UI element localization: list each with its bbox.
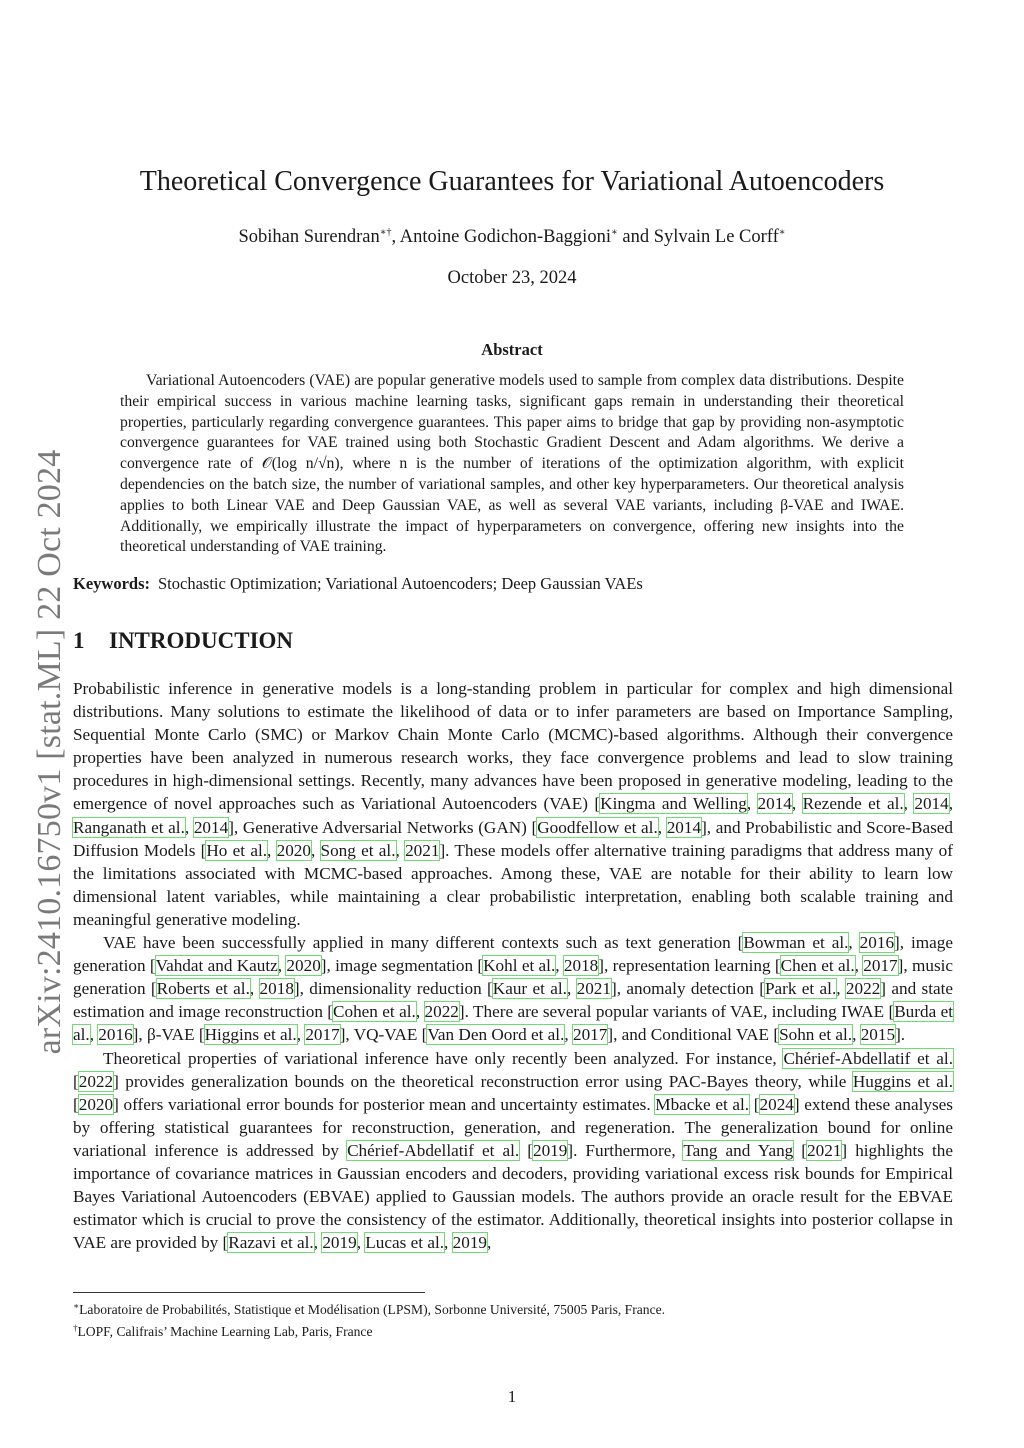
text: , (184, 817, 194, 837)
citation-link[interactable]: 2016 (859, 933, 895, 953)
author-name: Sobihan Surendran (238, 227, 380, 247)
text: ]. Furthermore, (567, 1140, 684, 1160)
citation-link[interactable]: Sohn et al. (779, 1025, 853, 1045)
citation-link[interactable]: 2017 (572, 1025, 608, 1045)
text: , (948, 794, 954, 814)
text: , (277, 956, 287, 976)
text: , (852, 1025, 861, 1045)
publication-date: October 23, 2024 (447, 268, 577, 288)
citation-link[interactable]: 2019 (452, 1233, 487, 1253)
text: ]. There are several popular variants of VAE, including IWAE [ (458, 1002, 895, 1022)
footnote-mark: † (73, 1323, 78, 1333)
text: ], representation learning [ (598, 956, 781, 976)
citation-link[interactable]: Chen et al. (780, 956, 855, 976)
text: [ (73, 1071, 79, 1091)
citation-link[interactable]: Ho et al. (206, 840, 268, 860)
citation-link[interactable]: Song et al. (320, 840, 396, 860)
arxiv-id[interactable]: arXiv:2410.16750v1 [stat.ML] 22 Oct 2024 (31, 449, 68, 1055)
citation-link[interactable]: Chérief-Abdellatif et al. (347, 1140, 520, 1160)
citation-link[interactable]: 2019 (322, 1233, 357, 1253)
text: , (313, 1233, 323, 1253)
text: ] extend these analyses by offering statistical guarantees for reconstruction, generation, and regeneration. The generalization bound for online variational inference is addressed by (73, 1094, 953, 1160)
text: , (848, 933, 860, 953)
keywords-label: Keywords: (73, 574, 150, 593)
text: ], and Probabilistic and Score-Based Diffusion Models [ (73, 817, 954, 860)
abstract-text (120, 371, 904, 558)
text: , (566, 979, 577, 999)
citation-link[interactable]: 2014 (666, 817, 702, 837)
text: [ (749, 1094, 760, 1114)
citation-link[interactable]: 2022 (845, 979, 881, 999)
text: , (746, 794, 758, 814)
citation-link[interactable]: 2021 (807, 1140, 842, 1160)
text: , (564, 1025, 573, 1045)
introduction-body (73, 677, 953, 1254)
citation-link[interactable]: Roberts et al. (156, 979, 250, 999)
section-heading (73, 628, 293, 654)
paragraph (73, 677, 953, 931)
text: , (89, 1025, 99, 1045)
text: ], music generation [ (73, 956, 954, 999)
text: , (903, 794, 915, 814)
citation-link[interactable]: 2014 (757, 794, 792, 814)
abstract-paragraph: Variational Autoencoders (VAE) are popular generative models used to sample from complex data distributions. Despite their empirical success in various machine learning tasks, significant gaps remain in understanding their theoretical properties, particularly regarding convergence guarantees. This paper aims to bridge that gap by providing non-asymptotic convergence guarantees for VAE trained using both Stochastic Gradient Descent and Adam algorithms. We derive a convergence rate of 𝒪(log n/√n), where n is the number of iterations of the optimization algorithm, with explicit dependencies on the batch size, the number of variational samples, and other key hyperparameters. Our theoretical analysis applies to both Linear VAE and Deep Gaussian VAE, as well as several VAE variants, including β-VAE and IWAE. Additionally, we empirically illustrate the impact of hyperparameters on convergence, offering new insights into the theoretical understanding of VAE training. (120, 372, 904, 556)
citation-link[interactable]: 2017 (863, 956, 898, 976)
author-name: Sylvain Le Corff (653, 227, 779, 247)
paragraph (73, 931, 953, 1046)
text: Probabilistic inference in generative models is a long-standing problem in particular for complex and high dimensional distributions. Many solutions to estimate the likelihood of data or to infer parameters are based on Importance Sampling, Sequential Monte Carlo (SMC) or Markov Chain Monte Carlo (MCMC)-based algorithms. Although their convergence properties have been analyzed in numerous research works, they face convergence problems and lead to slow training procedures in high-dimensional settings. Recently, many advances have been proposed in generative modeling, leading to the emergence of novel approaches such as Variational Autoencoders (VAE) [ (73, 679, 953, 814)
footnote-text: LOPF, Califrais’ Machine Learning Lab, Paris, France (77, 1324, 373, 1339)
text: VAE have been successfully applied in many different contexts such as text generation [ (103, 933, 744, 953)
text: ], anomaly detection [ (610, 979, 765, 999)
text: [ (793, 1140, 808, 1160)
citation-link[interactable]: 2014 (193, 817, 229, 837)
citation-link[interactable]: Ranganath et al. (73, 817, 185, 837)
footnote (73, 1297, 665, 1319)
text: , (836, 979, 846, 999)
citation-link[interactable]: 2022 (424, 1002, 459, 1022)
text: , (310, 840, 321, 860)
text: ], image generation [ (73, 933, 953, 976)
citation-link[interactable]: Mbacke et al. (655, 1094, 750, 1114)
text: ] provides generalization bounds on the theoretical reconstruction error using PAC-Bayes theory, while (113, 1071, 853, 1091)
author-separator: , (391, 227, 400, 247)
citation-link[interactable]: Lucas et al. (365, 1233, 445, 1253)
text: ] highlights the importance of covariance matrices in Gaussian encoders and decoders, providing variational excess risk bounds for Empirical Bayes Variational Autoencoders (EBVAE) applied to Gaussian models. The authors provide an oracle result for the EBVAE estimator which is crucial to prove the consistency of the estimator. Additionally, theoretical insights into posterior collapse in VAE are provided by [ (73, 1140, 953, 1253)
citation-link[interactable]: Higgins et al. (204, 1025, 297, 1045)
citation-link[interactable]: Vahdat and Kautz (155, 956, 278, 976)
citation-link[interactable]: 2020 (78, 1094, 114, 1114)
citation-link[interactable]: 2019 (532, 1140, 568, 1160)
citation-link[interactable]: Goodfellow et al. (537, 817, 658, 837)
footnote-mark: ∗ (73, 1301, 80, 1311)
citation-link[interactable]: Kohl et al. (483, 956, 556, 976)
text: ], β-VAE [ (132, 1025, 205, 1045)
text: [ (73, 1094, 79, 1114)
citation-link[interactable]: Kingma and Welling (600, 794, 747, 814)
text: ], and Conditional VAE [ (607, 1025, 780, 1045)
text: ], dimensionality reduction [ (293, 979, 493, 999)
text: ]. (895, 1025, 906, 1045)
keywords (73, 574, 643, 594)
text: , (444, 1233, 453, 1253)
text: ], Generative Adversarial Networks (GAN) [ (228, 817, 538, 837)
text: , (791, 794, 803, 814)
text: ], VQ-VAE [ (339, 1025, 428, 1045)
citation-link[interactable]: 2022 (78, 1071, 114, 1091)
citation-link[interactable]: Razavi et al. (228, 1233, 314, 1253)
citation-link[interactable]: Rezende et al. (802, 794, 904, 814)
text: , (657, 817, 667, 837)
paragraph (73, 1047, 953, 1255)
author-name: Antoine Godichon-Baggioni (399, 227, 611, 247)
author-separator: and (617, 227, 654, 247)
text: , (395, 840, 406, 860)
citation-link[interactable]: Cohen et al. (333, 1002, 416, 1022)
text: ], image segmentation [ (320, 956, 484, 976)
section-number: 1 (73, 628, 85, 653)
footnotes (73, 1297, 665, 1341)
citation-link[interactable]: 2015 (860, 1025, 896, 1045)
text: [ (519, 1140, 533, 1160)
author-list (0, 227, 1024, 248)
text: , (356, 1233, 366, 1253)
text: Theoretical properties of variational inference have only recently been analyzed. For instance, (103, 1048, 784, 1068)
citation-link[interactable]: Kaur et al. (492, 979, 567, 999)
citation-link[interactable]: 2021 (405, 840, 440, 860)
citation-link[interactable]: Huggins et al. (852, 1071, 953, 1091)
abstract-heading: Abstract (481, 340, 543, 359)
text: , (267, 840, 277, 860)
citation-link[interactable]: 2021 (576, 979, 611, 999)
affiliation-mark[interactable]: ∗† (379, 227, 392, 238)
citation-link[interactable]: Van Den Oord et al. (427, 1025, 565, 1045)
citation-link[interactable]: 2020 (286, 956, 321, 976)
citation-link[interactable]: 2018 (563, 956, 599, 976)
paper-title: Theoretical Convergence Guarantees for Variational Autoencoders (139, 166, 885, 197)
affiliation-mark[interactable]: ∗ (778, 227, 786, 238)
text: , (555, 956, 564, 976)
citation-link[interactable]: Tang and Yang (683, 1140, 794, 1160)
citation-link[interactable]: Park et al. (764, 979, 837, 999)
citation-link[interactable]: 2018 (259, 979, 294, 999)
keywords-text: Stochastic Optimization; Variational Autoencoders; Deep Gaussian VAEs (158, 574, 643, 593)
citation-link[interactable]: Burda et al. (73, 1002, 953, 1045)
footnote (73, 1319, 665, 1341)
citation-link[interactable]: 2020 (276, 840, 311, 860)
section-title: INTRODUCTION (109, 628, 294, 653)
page-number: 1 (507, 1387, 517, 1406)
citation-link[interactable]: Chérief-Abdellatif et al. (783, 1048, 953, 1068)
text: , (415, 1002, 425, 1022)
citation-link[interactable]: 2024 (759, 1094, 794, 1114)
citation-link[interactable]: 2016 (98, 1025, 133, 1045)
text: ] and state estimation and image reconstruction [ (73, 979, 954, 1022)
footnote-text: Laboratoire de Probabilités, Statistique et Modélisation (LPSM), Sorbonne Université, 75005 Paris, France. (79, 1302, 666, 1317)
text: , (249, 979, 260, 999)
text: , (487, 1233, 492, 1253)
text: ]. These models offer alternative training paradigms that address many of the limitations associated with MCMC-based approaches. Among these, VAE are notable for their ability to learn low dimensional latent variables, while maintaining a clear probabilistic interpretation, enabling both scalable training and meaningful generative modeling. (73, 840, 953, 929)
citation-link[interactable]: Bowman et al. (743, 933, 849, 953)
citation-link[interactable]: 2014 (914, 794, 949, 814)
text: , (296, 1025, 306, 1045)
citation-link[interactable]: 2017 (305, 1025, 340, 1045)
text: , (854, 956, 864, 976)
footnote-divider (73, 1292, 425, 1293)
affiliation-mark[interactable]: ∗ (610, 227, 618, 238)
text: ] offers variational error bounds for posterior mean and uncertainty estimates. (113, 1094, 656, 1114)
